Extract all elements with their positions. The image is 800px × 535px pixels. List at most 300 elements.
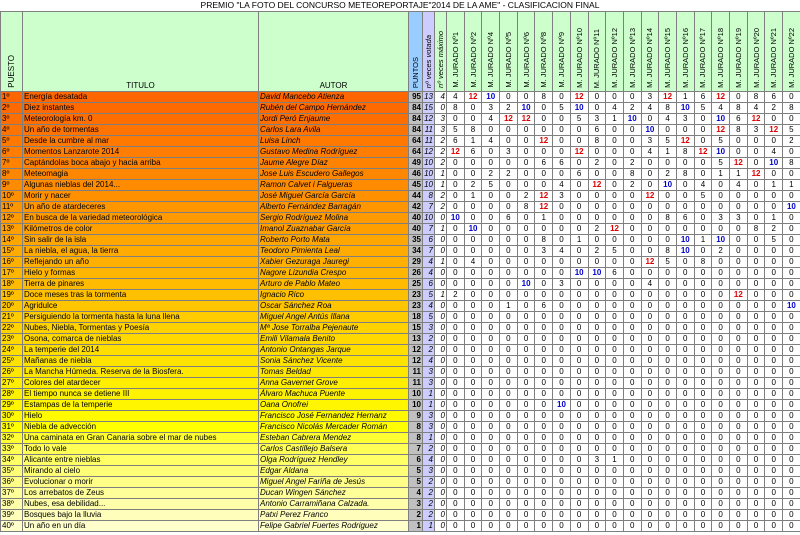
jury-vote-cell: 0	[570, 279, 588, 290]
jury-vote-cell: 8	[783, 158, 800, 169]
jury-vote-cell: 0	[694, 114, 712, 125]
table-row	[1, 378, 800, 389]
table-row	[1, 191, 800, 202]
jury-vote-cell: 12	[588, 180, 606, 191]
jury-vote-cell: 0	[676, 466, 694, 477]
jury-vote-cell: 0	[570, 422, 588, 433]
jury-vote-cell: 6	[570, 169, 588, 180]
jury-vote-cell: 0	[712, 268, 730, 279]
jury-vote-cell: 0	[730, 235, 748, 246]
points-cell: 18	[409, 312, 423, 323]
jury-vote-cell: 0	[712, 499, 730, 510]
table-row	[1, 334, 800, 345]
jury-vote-cell: 0	[482, 345, 500, 356]
jury-vote-cell: 0	[588, 433, 606, 444]
jury-vote-cell: 0	[482, 268, 500, 279]
jury-header	[535, 12, 553, 92]
jury-vote-cell: 0	[553, 147, 571, 158]
jury-vote-cell: 0	[570, 400, 588, 411]
author-cell: Alberto Fernández Barragán	[259, 202, 409, 213]
times-voted-cell: 10	[424, 213, 433, 222]
jury-vote-cell: 0	[482, 433, 500, 444]
table-row	[1, 345, 800, 356]
jury-vote-cell: 0	[623, 510, 641, 521]
jury-vote-cell: 0	[464, 477, 482, 488]
jury-vote-cell: 0	[464, 290, 482, 301]
jury-vote-cell: 0	[659, 411, 677, 422]
times-max-cell: 2	[435, 158, 447, 169]
jury-vote-cell: 0	[553, 312, 571, 323]
times-max-cell: 0	[435, 466, 447, 477]
jury-vote-cell: 0	[570, 367, 588, 378]
jury-vote-cell: 0	[694, 169, 712, 180]
times-voted-cell: 11	[423, 125, 435, 136]
points-cell: 84	[409, 103, 423, 114]
jury-vote-cell: 8	[623, 169, 641, 180]
jury-vote-cell: 0	[517, 477, 535, 488]
jury-vote-cell: 0	[659, 422, 677, 433]
jury-vote-cell: 0	[730, 477, 748, 488]
photo-title-cell: La temperie del 2014	[23, 345, 259, 356]
jury-vote-cell: 0	[694, 323, 712, 334]
jury-vote-cell: 0	[765, 191, 783, 202]
jury-vote-cell: 12	[464, 92, 482, 103]
jury-vote-cell: 0	[747, 499, 765, 510]
jury-vote-cell: 12	[641, 191, 659, 202]
jury-vote-cell: 0	[517, 224, 535, 235]
jury-vote-cell: 0	[482, 334, 500, 345]
jury-vote-cell: 2	[712, 246, 730, 257]
jury-vote-cell: 0	[570, 433, 588, 444]
author-cell: Oscar Sánchez Roa	[259, 301, 409, 312]
author-cell: Francisco Nicolás Mercader Román	[259, 422, 409, 433]
jury-vote-cell: 0	[641, 378, 659, 389]
jury-vote-cell: 0	[500, 191, 518, 202]
jury-vote-cell: 0	[606, 301, 624, 312]
jury-vote-cell: 0	[606, 400, 624, 411]
jury-vote-cell: 0	[500, 367, 518, 378]
jury-vote-cell: 12	[694, 147, 712, 158]
jury-vote-cell: 5	[765, 235, 783, 246]
jury-vote-cell: 0	[553, 499, 571, 510]
jury-vote-cell: 0	[447, 158, 465, 169]
jury-vote-cell: 0	[588, 389, 606, 400]
photo-title-cell: Morir y nacer	[23, 191, 259, 202]
jury-vote-cell: 0	[712, 510, 730, 521]
rank-cell: 35º	[1, 466, 23, 477]
jury-vote-cell: 8	[783, 103, 800, 114]
jury-vote-cell: 6	[694, 92, 712, 103]
jury-vote-cell: 0	[712, 202, 730, 213]
photo-title-cell: Sin salir de la isla	[23, 235, 259, 246]
jury-vote-cell: 0	[588, 499, 606, 510]
jury-vote-cell: 0	[553, 257, 571, 268]
jury-vote-cell: 0	[623, 279, 641, 290]
jury-vote-cell: 0	[659, 235, 677, 246]
jury-vote-cell: 0	[676, 224, 694, 235]
author-cell: Jordi Peró Enjaume	[259, 114, 409, 125]
table-row	[1, 180, 800, 191]
jury-vote-cell: 0	[535, 312, 553, 323]
jury-vote-cell: 0	[500, 521, 518, 532]
jury-vote-cell: 0	[517, 455, 535, 466]
author-cell: Ramon Calvet i Falgueras	[259, 180, 409, 191]
jury-vote-cell: 10	[783, 301, 800, 312]
jury-vote-cell: 0	[570, 455, 588, 466]
jury-vote-cell: 0	[482, 411, 500, 422]
jury-vote-cell: 0	[517, 125, 535, 136]
jury-vote-cell: 2	[783, 136, 800, 147]
table-row	[1, 92, 800, 103]
jury-vote-cell: 0	[535, 521, 553, 532]
table-row	[1, 224, 800, 235]
table-row	[1, 455, 800, 466]
photo-title-cell: Hielo y formas	[23, 268, 259, 279]
times-voted-cell: 2	[423, 499, 435, 510]
jury-vote-cell: 0	[500, 125, 518, 136]
author-cell: Roberto Porto Mata	[259, 235, 409, 246]
jury-vote-cell: 0	[676, 356, 694, 367]
jury-vote-cell: 0	[464, 466, 482, 477]
jury-vote-cell: 0	[535, 103, 553, 114]
times-voted-cell: 3	[423, 323, 435, 334]
jury-vote-cell: 0	[765, 389, 783, 400]
jury-vote-cell: 0	[783, 114, 800, 125]
jury-vote-cell: 0	[641, 202, 659, 213]
jury-vote-cell: 0	[588, 400, 606, 411]
jury-vote-cell: 0	[765, 257, 783, 268]
jury-label: M. JURADO Nº6	[521, 32, 531, 88]
times-voted-cell: 3	[423, 378, 435, 389]
rank-cell: 37º	[1, 488, 23, 499]
jury-vote-cell: 0	[730, 444, 748, 455]
jury-vote-cell: 0	[535, 510, 553, 521]
jury-vote-cell: 0	[783, 257, 800, 268]
jury-vote-cell: 0	[765, 356, 783, 367]
jury-vote-cell: 6	[447, 136, 465, 147]
times-max-cell: 1	[435, 180, 447, 191]
jury-vote-cell: 0	[482, 312, 500, 323]
times-max-cell: 2	[435, 136, 447, 147]
jury-label: M. JURADO Nº16	[680, 28, 690, 88]
table-row	[1, 235, 800, 246]
jury-vote-cell: 0	[623, 400, 641, 411]
jury-vote-cell: 12	[765, 125, 783, 136]
jury-vote-cell: 0	[694, 466, 712, 477]
jury-vote-cell: 0	[747, 477, 765, 488]
jury-vote-cell: 0	[659, 400, 677, 411]
jury-vote-cell: 0	[676, 202, 694, 213]
jury-vote-cell: 0	[694, 279, 712, 290]
author-cell: Rubén del Campo Hernández	[259, 103, 409, 114]
jury-vote-cell: 0	[517, 268, 535, 279]
times-max-cell: 3	[435, 114, 447, 125]
jury-vote-cell: 6	[535, 158, 553, 169]
jury-vote-cell: 10	[659, 180, 677, 191]
times-voted-cell: 10	[424, 180, 433, 189]
jury-label: M. JURADO Nº4	[486, 32, 496, 88]
jury-vote-cell: 0	[570, 290, 588, 301]
jury-vote-cell: 0	[570, 488, 588, 499]
jury-label: M. JURADO Nº14	[645, 28, 655, 88]
jury-header	[765, 12, 783, 92]
jury-vote-cell: 12	[535, 202, 553, 213]
author-cell: Xabier Gezuraga Jauregi	[259, 257, 409, 268]
jury-vote-cell: 0	[765, 246, 783, 257]
jury-vote-cell: 0	[765, 301, 783, 312]
jury-vote-cell: 0	[694, 213, 712, 224]
jury-vote-cell: 0	[535, 477, 553, 488]
jury-vote-cell: 0	[464, 433, 482, 444]
rank-cell: 39º	[1, 510, 23, 521]
photo-title-cell: Nubes, Niebla, Tormentas y Poesía	[23, 323, 259, 334]
jury-vote-cell: 0	[783, 147, 800, 158]
times-voted-cell: 1	[423, 400, 435, 411]
jury-vote-cell: 10	[570, 103, 588, 114]
jury-vote-cell: 8	[535, 235, 553, 246]
author-cell: Anna Gavernet Grove	[259, 378, 409, 389]
author-cell: Miguel Angel Fariña de Jesús	[259, 477, 409, 488]
jury-vote-cell: 0	[464, 356, 482, 367]
jury-vote-cell: 0	[641, 433, 659, 444]
jury-vote-cell: 12	[535, 136, 553, 147]
jury-vote-cell: 0	[730, 499, 748, 510]
jury-vote-cell: 0	[606, 411, 624, 422]
table-row	[1, 488, 800, 499]
jury-vote-cell: 0	[676, 488, 694, 499]
jury-vote-cell: 0	[659, 455, 677, 466]
jury-vote-cell: 0	[730, 521, 748, 532]
jury-vote-cell: 0	[783, 279, 800, 290]
jury-vote-cell: 12	[447, 147, 465, 158]
times-max-cell: 0	[435, 345, 447, 356]
jury-vote-cell: 0	[747, 400, 765, 411]
jury-vote-cell: 0	[747, 455, 765, 466]
jury-vote-cell: 2	[464, 180, 482, 191]
jury-vote-cell: 0	[730, 334, 748, 345]
jury-vote-cell: 0	[606, 169, 624, 180]
jury-label: M. JURADO Nº1	[450, 32, 460, 88]
jury-vote-cell: 4	[730, 180, 748, 191]
jury-vote-cell: 0	[570, 510, 588, 521]
jury-vote-cell: 0	[447, 235, 465, 246]
jury-vote-cell: 0	[553, 345, 571, 356]
times-max-cell: 0	[435, 422, 447, 433]
times-voted-cell: 4	[423, 455, 435, 466]
author-cell: Francisco José Fernandez Hernanz	[259, 411, 409, 422]
jury-vote-cell: 0	[694, 202, 712, 213]
jury-vote-cell: 0	[623, 246, 641, 257]
jury-vote-cell: 0	[517, 257, 535, 268]
jury-vote-cell: 10	[712, 114, 730, 125]
jury-vote-cell: 8	[676, 169, 694, 180]
jury-vote-cell: 0	[765, 136, 783, 147]
rank-cell: 12º	[1, 213, 23, 224]
points-cell: 49	[409, 158, 423, 169]
jury-vote-cell: 1	[500, 301, 518, 312]
jury-vote-cell: 0	[747, 235, 765, 246]
jury-vote-cell: 0	[730, 191, 748, 202]
jury-vote-cell: 0	[659, 466, 677, 477]
jury-vote-cell: 0	[747, 290, 765, 301]
jury-vote-cell: 0	[606, 433, 624, 444]
jury-vote-cell: 0	[641, 224, 659, 235]
times-voted-cell: 2	[423, 334, 435, 345]
jury-vote-cell: 0	[765, 400, 783, 411]
photo-title-cell: Una caminata en Gran Canaria sobre el mar de nubes	[23, 433, 259, 444]
jury-vote-cell: 0	[553, 224, 571, 235]
jury-vote-cell: 5	[783, 125, 800, 136]
table-row	[1, 114, 800, 125]
jury-vote-cell: 0	[447, 466, 465, 477]
photo-title-cell: Estampas de la temperie	[23, 400, 259, 411]
jury-vote-cell: 2	[623, 180, 641, 191]
jury-vote-cell: 2	[482, 169, 500, 180]
jury-vote-cell: 0	[623, 92, 641, 103]
jury-vote-cell: 0	[517, 488, 535, 499]
jury-vote-cell: 0	[712, 521, 730, 532]
jury-vote-cell: 0	[659, 499, 677, 510]
author-cell: Antonio Carramiñana Calzada.	[259, 499, 409, 510]
table-row	[1, 158, 800, 169]
jury-vote-cell: 0	[606, 356, 624, 367]
jury-vote-cell: 5	[712, 136, 730, 147]
jury-vote-cell: 0	[641, 389, 659, 400]
photo-title-cell: Un año en un día	[23, 521, 259, 532]
jury-vote-cell: 0	[676, 191, 694, 202]
times-max-cell: 0	[435, 521, 447, 532]
author-cell: Antonio Ontangas Jarque	[259, 345, 409, 356]
table-row	[1, 521, 800, 532]
times-voted-cell: 10	[424, 169, 433, 178]
jury-vote-cell: 0	[500, 268, 518, 279]
jury-vote-cell: 0	[712, 455, 730, 466]
jury-vote-cell: 0	[730, 466, 748, 477]
jury-vote-cell: 0	[623, 213, 641, 224]
jury-vote-cell: 10	[765, 158, 783, 169]
jury-vote-cell: 0	[570, 389, 588, 400]
jury-vote-cell: 0	[517, 499, 535, 510]
times-voted-cell: 1	[423, 389, 435, 400]
jury-vote-cell: 0	[464, 103, 482, 114]
jury-vote-cell: 12	[535, 191, 553, 202]
jury-vote-cell: 0	[447, 191, 465, 202]
jury-vote-cell: 0	[517, 169, 535, 180]
jury-vote-cell: 0	[482, 246, 500, 257]
jury-vote-cell: 0	[517, 521, 535, 532]
jury-vote-cell: 1	[535, 213, 553, 224]
jury-vote-cell: 0	[641, 246, 659, 257]
jury-vote-cell: 2	[659, 169, 677, 180]
rank-cell: 25º	[1, 356, 23, 367]
jury-vote-cell: 5	[694, 191, 712, 202]
jury-vote-cell: 0	[659, 334, 677, 345]
jury-vote-cell: 0	[765, 466, 783, 477]
jury-vote-cell: 0	[447, 400, 465, 411]
jury-vote-cell: 0	[570, 158, 588, 169]
jury-vote-cell: 0	[447, 433, 465, 444]
jury-vote-cell: 0	[676, 433, 694, 444]
table-row	[1, 257, 800, 268]
jury-vote-cell: 0	[641, 158, 659, 169]
jury-vote-cell: 0	[676, 378, 694, 389]
jury-vote-cell: 0	[694, 290, 712, 301]
author-cell: Ducan Wingen Sánchez	[259, 488, 409, 499]
col-titulo-header	[23, 12, 259, 92]
jury-vote-cell: 0	[623, 147, 641, 158]
times-voted-cell: 6	[423, 279, 435, 290]
jury-vote-cell: 0	[606, 312, 624, 323]
jury-vote-cell: 0	[588, 169, 606, 180]
jury-vote-cell: 0	[659, 433, 677, 444]
jury-vote-cell: 12	[641, 257, 659, 268]
jury-vote-cell: 0	[694, 356, 712, 367]
jury-vote-cell: 0	[747, 510, 765, 521]
jury-vote-cell: 0	[606, 499, 624, 510]
jury-vote-cell: 0	[570, 521, 588, 532]
jury-vote-cell: 4	[712, 103, 730, 114]
jury-vote-cell: 0	[517, 444, 535, 455]
jury-vote-cell: 0	[747, 191, 765, 202]
jury-vote-cell: 0	[517, 334, 535, 345]
jury-vote-cell: 0	[517, 400, 535, 411]
jury-vote-cell: 0	[730, 279, 748, 290]
photo-title-cell: Un año de tormentas	[23, 125, 259, 136]
times-voted-cell: 3	[423, 466, 435, 477]
photo-title-cell: Nubes, esa debilidad...	[23, 499, 259, 510]
jury-vote-cell: 0	[447, 345, 465, 356]
photo-title-cell: Agridulce	[23, 301, 259, 312]
times-max-cell: 0	[435, 334, 447, 345]
jury-vote-cell: 10	[623, 114, 641, 125]
times-voted-cell: 4	[423, 356, 435, 367]
jury-vote-cell: 0	[553, 444, 571, 455]
jury-vote-cell: 0	[623, 455, 641, 466]
rank-cell: 13º	[1, 224, 23, 235]
jury-vote-cell: 0	[730, 323, 748, 334]
jury-vote-cell: 12	[747, 114, 765, 125]
jury-vote-cell: 4	[641, 147, 659, 158]
col-puesto-header	[1, 12, 23, 92]
jury-label: M. JURADO Nº22	[786, 28, 796, 88]
jury-vote-cell: 0	[570, 301, 588, 312]
jury-vote-cell: 0	[500, 455, 518, 466]
jury-vote-cell: 0	[570, 202, 588, 213]
jury-label: M. JURADO Nº8	[539, 32, 549, 88]
jury-vote-cell: 0	[588, 301, 606, 312]
times-max-cell: 1	[435, 257, 447, 268]
jury-vote-cell: 0	[659, 367, 677, 378]
jury-vote-cell: 0	[623, 224, 641, 235]
jury-vote-cell: 10	[447, 213, 465, 224]
jury-vote-cell: 0	[447, 477, 465, 488]
jury-vote-cell: 12	[712, 125, 730, 136]
jury-vote-cell: 0	[500, 224, 518, 235]
times-max-cell: 0	[435, 312, 447, 323]
jury-vote-cell: 0	[783, 389, 800, 400]
jury-vote-cell: 0	[747, 378, 765, 389]
jury-vote-cell: 0	[517, 312, 535, 323]
points-cell: 40	[409, 213, 423, 224]
col-veces-label: nº veces votada	[424, 34, 433, 88]
jury-vote-cell: 0	[712, 367, 730, 378]
jury-vote-cell: 5	[447, 125, 465, 136]
jury-vote-cell: 0	[783, 444, 800, 455]
jury-vote-cell: 2	[765, 224, 783, 235]
times-voted-cell: 3	[423, 367, 435, 378]
jury-vote-cell: 3	[676, 114, 694, 125]
jury-label: M. JURADO Nº9	[556, 32, 566, 88]
